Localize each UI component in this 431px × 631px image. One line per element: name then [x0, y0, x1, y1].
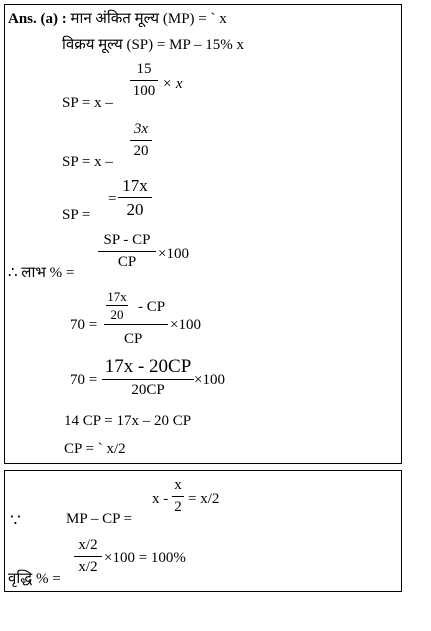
eq70-inner-fraction	[106, 290, 128, 321]
eq70-first-tail: ×100	[170, 317, 201, 333]
solution-box-1	[4, 4, 402, 464]
sp-eq2-den: 20	[133, 143, 149, 159]
x-over-2-num: x	[174, 477, 182, 493]
increase-percent-lhs: वृद्धि % =	[8, 571, 61, 587]
sp-eq1-fraction	[130, 62, 158, 99]
sp-eq1-tail: × x	[162, 76, 183, 92]
x-over-2-fraction	[172, 478, 184, 515]
sp-eq3-fraction	[118, 177, 152, 218]
eq70-second-tail: ×100	[194, 372, 225, 388]
sp-eq2-num: 3x	[133, 121, 149, 137]
increase-percent-den: x/2	[78, 559, 98, 575]
fraction-bar	[106, 305, 128, 306]
answer-label: Ans. (a) :	[8, 11, 67, 27]
sp-eq3-lhs: SP =	[62, 207, 91, 223]
eq70-second-den: 20CP	[131, 382, 165, 398]
fraction-bar	[172, 496, 184, 497]
fraction-bar	[118, 197, 152, 198]
profit-percent-den: CP	[117, 254, 137, 270]
eq70-minus-cp: - CP	[138, 299, 166, 315]
fraction-bar	[130, 140, 152, 141]
eq70-second-num: 17x - 20CP	[104, 356, 192, 377]
eq70-second-fraction	[102, 357, 194, 398]
sp-eq3-den: 20	[126, 200, 144, 219]
increase-percent-fraction	[74, 538, 102, 575]
fraction-bar	[74, 556, 102, 557]
increase-percent-tail: ×100 = 100%	[104, 550, 186, 566]
marked-price-statement: मान अंकित मूल्य (MP) = ` x	[70, 11, 227, 27]
profit-percent-tail: ×100	[158, 246, 189, 262]
cp-result: CP = ` x/2	[64, 441, 126, 457]
fraction-bar	[102, 379, 194, 380]
sp-eq1-lhs: SP = x –	[62, 95, 113, 111]
fraction-bar	[104, 324, 168, 325]
difference-result: = x/2	[188, 491, 220, 507]
x-over-2-den: 2	[174, 499, 182, 515]
eq70-inner-num: 17x	[107, 289, 127, 304]
profit-percent-num: SP - CP	[103, 232, 151, 248]
because-symbol: ∵	[10, 511, 21, 530]
sp-eq2-fraction	[130, 122, 152, 159]
answer-line	[8, 12, 227, 27]
increase-percent-num: x/2	[78, 537, 98, 553]
cp-equation: 14 CP = 17x – 20 CP	[64, 413, 192, 429]
eq70-second-lhs: 70 =	[70, 372, 98, 388]
sp-eq3-num: 17x	[122, 176, 148, 195]
fraction-bar	[98, 251, 156, 252]
sp-eq2-lhs: SP = x –	[62, 154, 113, 170]
selling-price-statement: विक्रय मूल्य (SP) = MP – 15% x	[62, 37, 244, 53]
profit-percent-lhs: ∴ लाभ % =	[8, 265, 75, 281]
x-minus: x -	[152, 491, 169, 507]
fraction-bar	[130, 80, 158, 81]
eq70-inner-den: 20	[110, 307, 124, 322]
mp-minus-cp-label: MP – CP =	[66, 511, 133, 527]
sp-eq3-equals: =	[108, 191, 117, 207]
profit-percent-fraction	[98, 233, 156, 270]
eq70-first-lhs: 70 =	[70, 317, 98, 333]
solution-box-2	[4, 470, 402, 592]
sp-eq1-den: 100	[132, 83, 156, 99]
sp-eq1-num: 15	[136, 61, 152, 77]
eq70-first-den: CP	[124, 331, 143, 347]
